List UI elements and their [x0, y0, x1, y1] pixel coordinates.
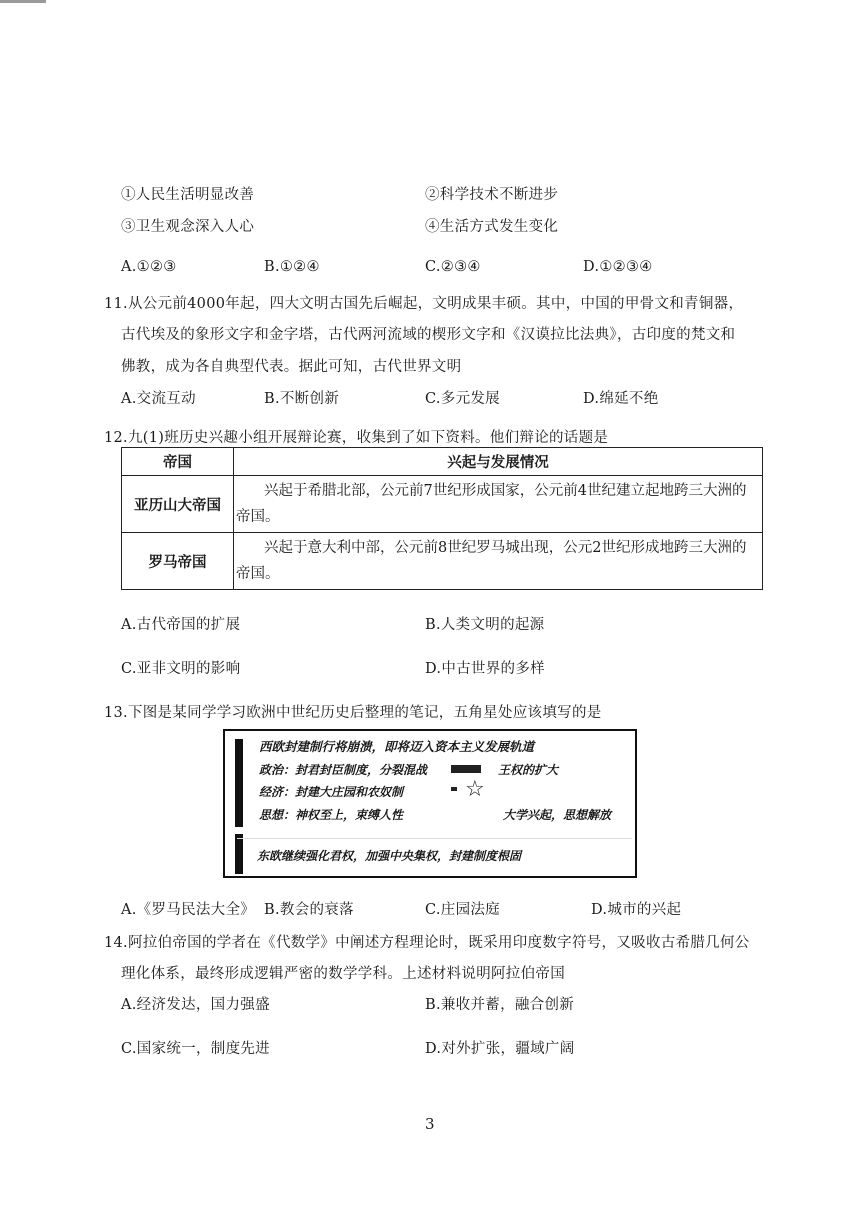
- q14-stem-line1: 14.阿拉伯帝国的学者在《代数学》中阐述方程理论时，既采用印度数字符号，又吸收古希腊几何公: [104, 935, 750, 951]
- empire-table: [121, 447, 763, 590]
- q11-choice-a: A.交流互动: [121, 391, 196, 407]
- q10-option-3: ③卫生观念深入人心: [121, 219, 255, 235]
- q12-choice-a: A.古代帝国的扩展: [121, 617, 241, 633]
- empire-name: 亚历山大帝国: [122, 476, 234, 533]
- empire-name: 罗马帝国: [122, 533, 234, 590]
- table-row: [122, 533, 763, 590]
- table-row: [122, 476, 763, 533]
- note-smudge: [451, 787, 457, 791]
- note-economy: 经济：封建大庄园和农奴制: [259, 785, 404, 799]
- note-politics-right: 王权的扩大: [498, 763, 559, 777]
- q12-stem: 12.九(1)班历史兴趣小组开展辩论赛，收集到了如下资料。他们辩论的话题是: [104, 430, 609, 446]
- empire-desc: 兴起于意大利中部，公元前8世纪罗马城出现，公元2世纪形成地跨三大洲的帝国。: [234, 533, 763, 590]
- q12-choice-d: D.中古世界的多样: [425, 661, 545, 677]
- q10-option-4: ④生活方式发生变化: [425, 219, 559, 235]
- q12-choice-b: B.人类文明的起源: [425, 617, 545, 633]
- empire-desc: 兴起于希腊北部，公元前7世纪形成国家，公元前4世纪建立起地跨三大洲的帝国。: [234, 476, 763, 533]
- q13-choice-b: B.教会的衰落: [264, 902, 354, 918]
- note-sidebar-west: [235, 739, 243, 827]
- note-thought-right: 大学兴起，思想解放: [503, 808, 612, 822]
- q13-choice-a: A.《罗马民法大全》: [121, 902, 256, 918]
- note-title: 西欧封建制行将崩溃，即将迈入资本主义发展轨道: [259, 739, 535, 754]
- q10-option-1: ①人民生活明显改善: [121, 187, 255, 203]
- note-divider: [237, 838, 632, 839]
- q13-stem: 13.下图是某同学学习欧洲中世纪历史后整理的笔记，五角星处应该填写的是: [104, 705, 602, 721]
- q11-choice-d: D.绵延不绝: [583, 391, 659, 407]
- note-smudge: [451, 765, 481, 773]
- note-sidebar-east: [235, 834, 243, 874]
- q14-choice-a: A.经济发达，国力强盛: [121, 997, 270, 1013]
- note-politics: 政治：封君封臣制度，分裂混战: [259, 763, 428, 777]
- q11-stem-line1: 11.从公元前4000年起，四大文明古国先后崛起，文明成果丰硕。其中，中国的甲骨文和青铜器，: [104, 296, 744, 312]
- q10-choice-b: B.①②④: [264, 259, 320, 275]
- q14-stem-line2: 理化体系，最终形成逻辑严密的数学学科。上述材料说明阿拉伯帝国: [121, 966, 565, 982]
- q10-choice-c: C.②③④: [425, 259, 481, 275]
- q12-choice-c: C.亚非文明的影响: [121, 661, 241, 677]
- table-header: 帝国: [122, 448, 234, 476]
- scan-edge-mark: [0, 0, 46, 3]
- q13-choice-c: C.庄园法庭: [425, 902, 500, 918]
- q10-choice-a: A.①②③: [121, 259, 177, 275]
- q14-choice-d: D.对外扩张，疆域广阔: [425, 1041, 575, 1057]
- q14-choice-c: C.国家统一，制度先进: [121, 1041, 270, 1057]
- note-thought: 思想：神权至上，束缚人性: [259, 808, 404, 822]
- star-icon: ☆: [465, 777, 485, 802]
- study-note-image: [223, 729, 637, 878]
- table-header: 兴起与发展情况: [234, 448, 763, 476]
- table-header-row: [122, 448, 763, 476]
- q10-choice-d: D.①②③④: [583, 259, 653, 275]
- q11-choice-c: C.多元发展: [425, 391, 500, 407]
- page-number: 3: [425, 1115, 435, 1133]
- q11-choice-b: B.不断创新: [264, 391, 340, 407]
- note-east: 东欧继续强化君权，加强中央集权，封建制度根固: [257, 849, 522, 863]
- q13-choice-d: D.城市的兴起: [591, 902, 682, 918]
- q10-option-2: ②科学技术不断进步: [425, 187, 559, 203]
- q11-stem-line2: 古代埃及的象形文字和金字塔，古代两河流域的楔形文字和《汉谟拉比法典》，古印度的梵文和: [121, 327, 736, 343]
- q11-stem-line3: 佛教，成为各自典型代表。据此可知，古代世界文明: [121, 359, 462, 375]
- q14-choice-b: B.兼收并蓄，融合创新: [425, 997, 575, 1013]
